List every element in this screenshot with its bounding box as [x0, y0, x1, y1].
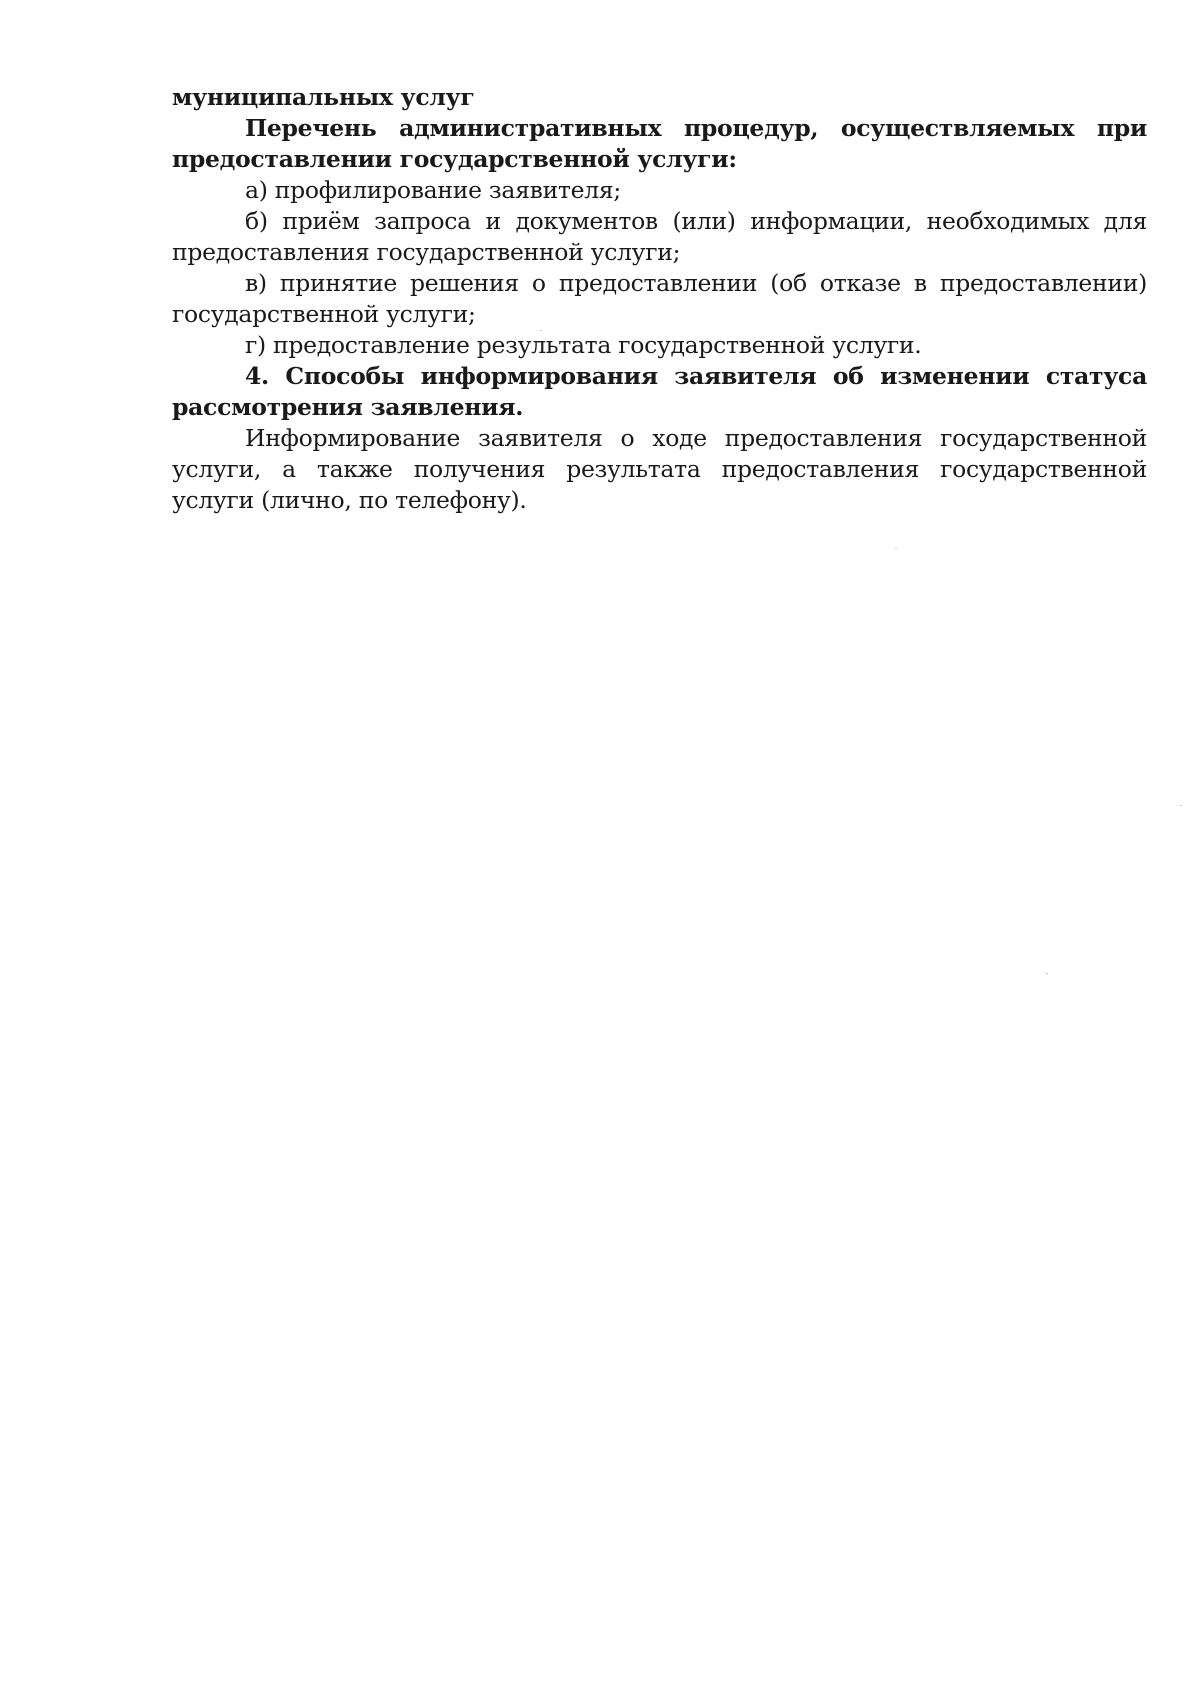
document-page [172, 82, 1147, 516]
scan-speck [540, 330, 542, 331]
section-4-heading: 4. Способы информирования заявителя об изменении статуса рассмотрения заявления. [172, 362, 1147, 421]
section-4-text: Информирование заявителя о ходе предоставления государственной услуги, а также получения результата предоставления государственной услуги (лично, по телефону). [172, 424, 1147, 514]
procedure-item-a: а) профилирование заявителя; [245, 176, 622, 204]
procedure-item-b: б) приём запроса и документов (или) информации, необходимых для предоставления государственной услуги; [172, 207, 1147, 266]
scan-speck [895, 548, 897, 549]
scan-speck [1046, 973, 1048, 974]
continuation-line: муниципальных услуг [172, 83, 475, 111]
procedure-item-v: в) принятие решения о предоставлении (об отказе в предоставлении) государственной услуги; [172, 269, 1147, 328]
scan-speck [1180, 805, 1182, 806]
procedure-item-g: г) предоставление результата государственной услуги. [245, 331, 922, 359]
procedures-heading: Перечень административных процедур, осуществляемых при предоставлении государственной услуги: [172, 114, 1147, 173]
